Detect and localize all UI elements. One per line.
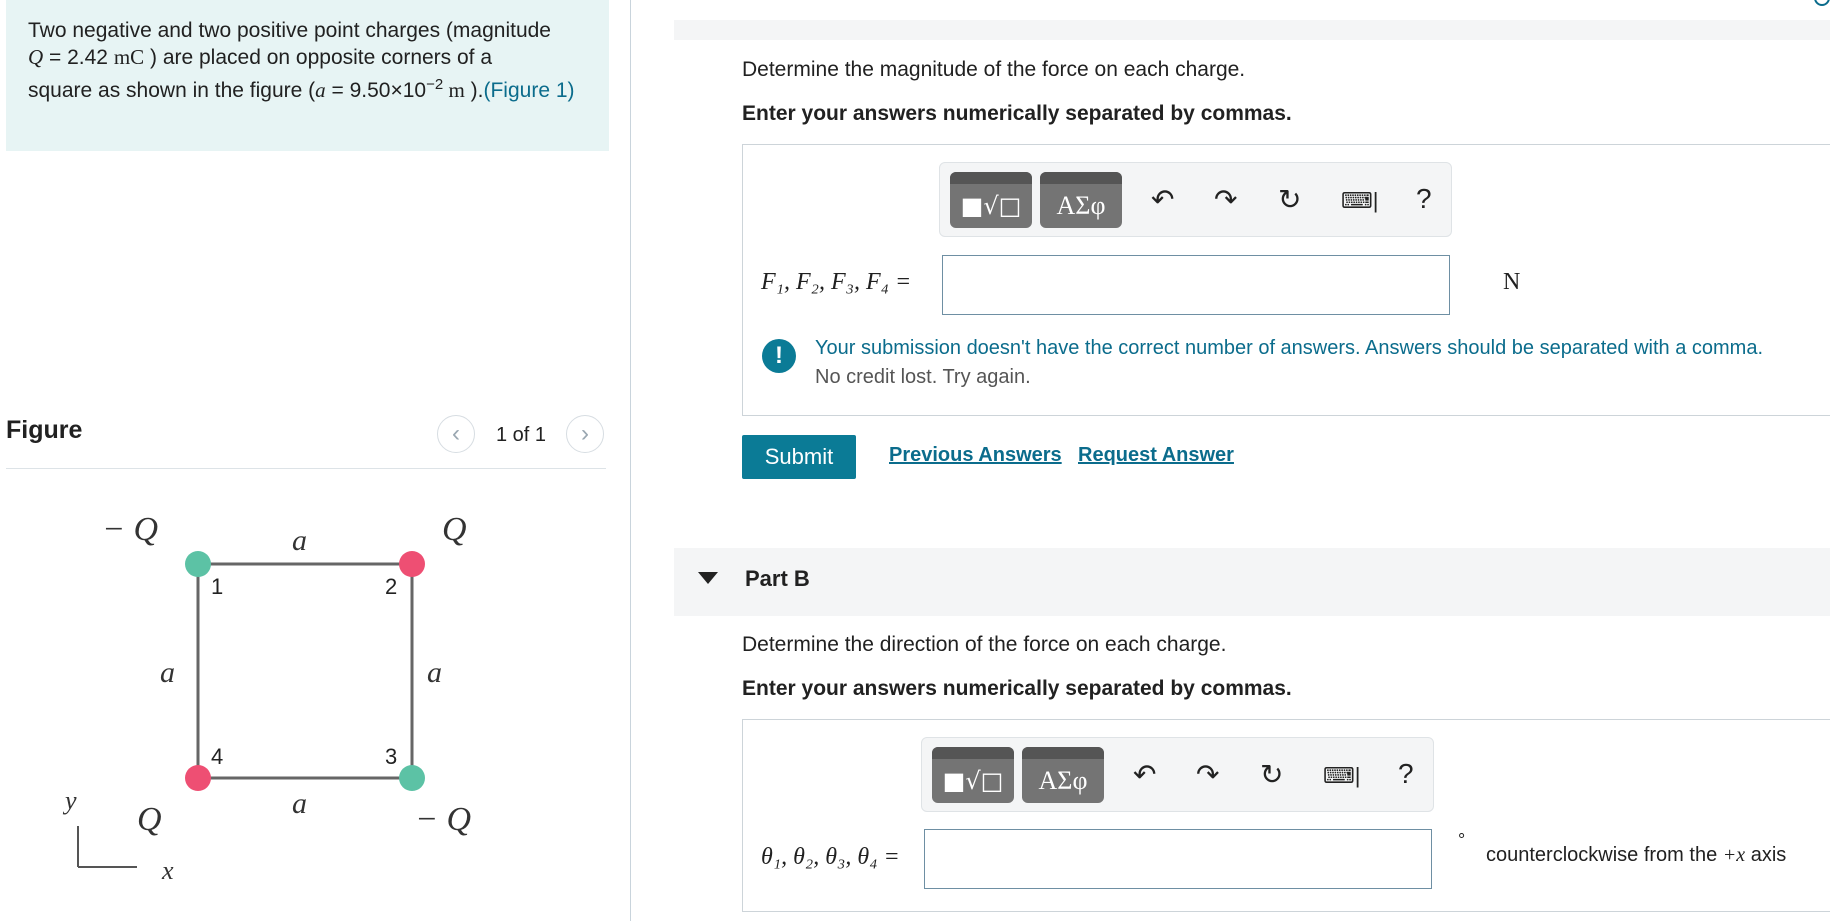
status-circle-icon xyxy=(1814,0,1830,6)
templates-icon: ■√□ xyxy=(960,192,1022,220)
redo-icon[interactable]: ↷ xyxy=(1196,759,1220,790)
axis-y-label: y xyxy=(65,786,77,815)
part-a-unit: N xyxy=(1503,269,1521,295)
square-outline xyxy=(198,564,412,778)
greek-symbols-button-b[interactable] xyxy=(1022,747,1104,803)
corner-number-4: 4 xyxy=(211,744,224,769)
keyboard-icon[interactable]: ⌨| xyxy=(1323,763,1361,788)
problem-text-2: ) are placed on opposite corners of a xyxy=(144,46,493,69)
templates-button-b[interactable] xyxy=(932,747,1014,803)
a-close: ). xyxy=(464,79,484,102)
degree-symbol: ° xyxy=(1458,830,1466,850)
part-b-prompt: Determine the direction of the force on each charge. xyxy=(742,633,1227,656)
unit-math: +x xyxy=(1722,844,1746,866)
part-a-math-toolbar xyxy=(939,162,1452,237)
part-b-answer-card xyxy=(742,719,1830,912)
q-unit: mC xyxy=(113,45,145,69)
figure-counter: 1 of 1 xyxy=(496,424,547,446)
part-b-header[interactable] xyxy=(674,548,1830,616)
next-figure-button[interactable] xyxy=(566,415,604,453)
corner-number-1: 1 xyxy=(211,574,224,599)
feedback-subtext: No credit lost. Try again. xyxy=(815,366,1031,388)
charge-4-positive xyxy=(185,765,211,791)
feedback-message: Your submission doesn't have the correct number of answers. Answers should be separated with a comma. xyxy=(815,337,1764,359)
corner-number-2: 2 xyxy=(385,574,398,599)
q-symbol: Q xyxy=(28,45,44,69)
part-b-title: Part B xyxy=(745,566,810,591)
a-unit: m xyxy=(443,78,465,102)
undo-icon[interactable]: ↶ xyxy=(1133,759,1157,790)
part-b-equation-label: θ₁, θ₂, θ₃, θ₄ = xyxy=(761,844,900,870)
templates-button[interactable] xyxy=(950,172,1032,228)
templates-icon: ■√□ xyxy=(942,767,1004,795)
left-pane xyxy=(0,0,631,921)
alert-icon: ! xyxy=(762,339,796,373)
charge-3-negative xyxy=(399,765,425,791)
label-side-left: a xyxy=(160,656,175,689)
figure-link[interactable]: (Figure 1) xyxy=(483,79,575,102)
problem-text-1: Two negative and two positive point charges (magnitude xyxy=(28,19,551,42)
corner-number-3: 3 xyxy=(385,744,398,769)
greek-label-b: ΑΣφ xyxy=(1038,766,1088,795)
label-side-top: a xyxy=(292,524,307,557)
part-a-equation-label: F₁, F₂, F₃, F₄ = xyxy=(761,269,912,295)
charge-2-positive xyxy=(399,551,425,577)
label-side-right: a xyxy=(427,656,442,689)
figure-title: Figure xyxy=(6,416,83,444)
caret-down-icon xyxy=(698,572,718,584)
submit-button[interactable]: Submit xyxy=(742,435,856,479)
label-charge-top-left: − Q xyxy=(102,511,158,548)
part-b-math-toolbar xyxy=(921,737,1434,812)
a-value: = 9.50×10 xyxy=(325,79,427,102)
charge-1-negative xyxy=(185,551,211,577)
part-a-instruction: Enter your answers numerically separated by commas. xyxy=(742,102,1292,125)
charge-square-figure xyxy=(55,500,495,920)
a-exponent: −2 xyxy=(426,76,444,93)
keyboard-icon[interactable]: ⌨| xyxy=(1341,188,1379,213)
label-charge-bottom-right: − Q xyxy=(415,801,471,838)
label-side-bottom: a xyxy=(292,787,307,820)
problem-statement xyxy=(6,0,609,151)
request-answer-link[interactable]: Request Answer xyxy=(1078,444,1234,466)
problem-text-3: square as shown in the figure ( xyxy=(28,79,316,102)
part-b-answer-input[interactable] xyxy=(924,829,1432,889)
q-value: = 2.42 xyxy=(43,46,114,69)
unit-text-after: axis xyxy=(1745,844,1787,866)
previous-answers-link[interactable]: Previous Answers xyxy=(889,444,1062,466)
greek-label: ΑΣφ xyxy=(1056,191,1106,220)
part-a-header-strip xyxy=(674,20,1830,40)
help-button-b[interactable]: ? xyxy=(1398,758,1414,789)
undo-icon[interactable]: ↶ xyxy=(1151,184,1175,215)
axis-x-label: x xyxy=(162,856,174,885)
reset-icon[interactable]: ↻ xyxy=(1260,759,1284,790)
reset-icon[interactable]: ↻ xyxy=(1278,184,1302,215)
prev-figure-button[interactable] xyxy=(437,415,475,453)
right-pane xyxy=(631,0,1830,921)
greek-symbols-button[interactable] xyxy=(1040,172,1122,228)
part-b-instruction: Enter your answers numerically separated by commas. xyxy=(742,677,1292,700)
help-button[interactable]: ? xyxy=(1416,183,1432,214)
part-a-answer-input[interactable] xyxy=(942,255,1450,315)
unit-text-before: counterclockwise from the xyxy=(1486,844,1723,866)
redo-icon[interactable]: ↷ xyxy=(1214,184,1238,215)
figure-header xyxy=(6,412,606,469)
chevron-right-icon: › xyxy=(581,420,589,447)
label-charge-bottom-left: Q xyxy=(137,801,162,838)
part-a-prompt: Determine the magnitude of the force on each charge. xyxy=(742,58,1246,81)
label-charge-top-right: Q xyxy=(442,511,467,548)
part-b-unit-text xyxy=(1486,844,1786,867)
a-symbol: a xyxy=(315,78,326,102)
chevron-left-icon: ‹ xyxy=(452,420,460,447)
